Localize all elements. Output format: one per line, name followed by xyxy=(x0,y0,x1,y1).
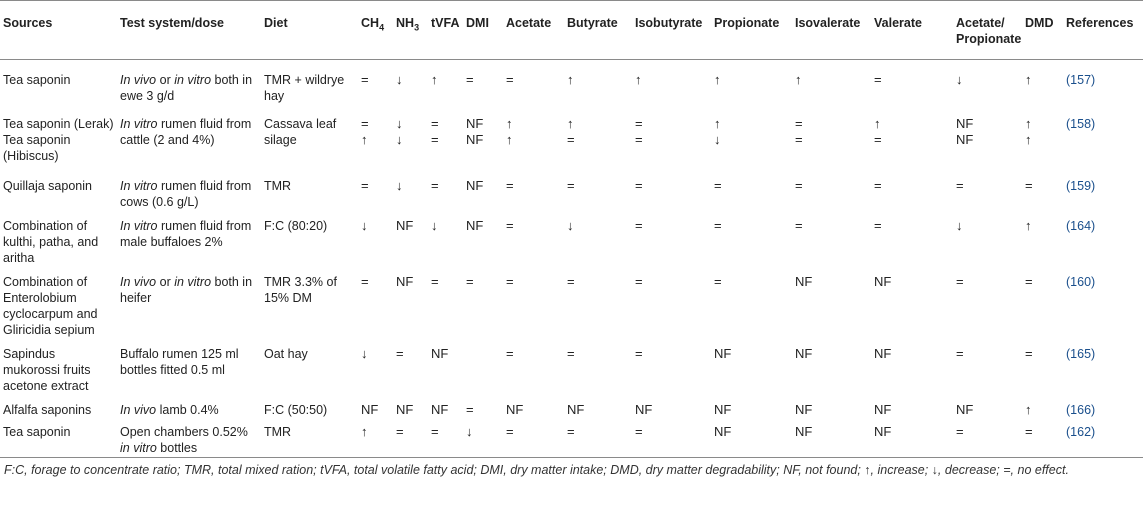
cell-dmi: = xyxy=(466,72,474,87)
header-butyrate: Butyrate xyxy=(564,1,632,60)
cell-ch4: ↑ xyxy=(361,424,368,439)
header-acetate: Acetate xyxy=(503,1,564,60)
header-propionate: Propionate xyxy=(711,1,792,60)
cell-diet: TMR 3.3% of 15% DM xyxy=(264,275,337,305)
cell-dmd: ↑ xyxy=(1025,72,1032,87)
cell-isobutyrate: = xyxy=(635,116,643,131)
cell-isovalerate: NF xyxy=(795,346,813,361)
cell-ap: ↓ xyxy=(956,218,963,233)
header-isobutyrate: Isobutyrate xyxy=(632,1,711,60)
cell-butyrate: = xyxy=(567,346,575,361)
cell-test-system: Buffalo rumen 125 ml bottles fitted 0.5 ml xyxy=(120,347,239,377)
cell-source: Tea saponin xyxy=(3,73,71,87)
cell-reference: (160) xyxy=(1066,275,1096,289)
cell-dmi: = xyxy=(466,402,474,417)
cell-source: Sapindus mukorossi fruits acetone extract xyxy=(3,347,91,393)
cell-acetate: = xyxy=(506,178,514,193)
cell-isobutyrate: = xyxy=(635,178,643,193)
cell-propionate: ↑ xyxy=(714,72,721,87)
cell-ap: = xyxy=(956,346,964,361)
cell-source: Alfalfa saponins xyxy=(3,403,92,417)
cell-butyrate: ↑ xyxy=(567,116,574,131)
table-row xyxy=(0,266,1143,338)
cell-acetate: = xyxy=(506,346,514,361)
cell-propionate: ↓ xyxy=(714,132,721,147)
cell-isovalerate: NF xyxy=(795,402,813,417)
cell-isovalerate: = xyxy=(795,178,803,193)
cell-ch4: ↓ xyxy=(361,218,368,233)
table-body xyxy=(0,60,1143,457)
cell-dmd: = xyxy=(1025,274,1033,289)
cell-test-system: In vitro rumen fluid from cattle (2 and 4%) xyxy=(120,117,252,147)
cell-reference: (158) xyxy=(1066,117,1096,131)
cell-isobutyrate: = xyxy=(635,274,643,289)
cell-nh3: ↓ xyxy=(396,116,403,131)
cell-reference: (162) xyxy=(1066,425,1096,439)
cell-acetate: = xyxy=(506,72,514,87)
cell-nh3: NF xyxy=(396,274,414,289)
cell-isobutyrate: = xyxy=(635,424,643,439)
cell-valerate: NF xyxy=(874,346,892,361)
cell-valerate: NF xyxy=(874,402,892,417)
header-nh3-sub: 3 xyxy=(414,22,420,33)
cell-acetate: = xyxy=(506,218,514,233)
cell-source: Quillaja saponin xyxy=(3,179,92,193)
cell-reference: (164) xyxy=(1066,219,1096,233)
header-dmi: DMI xyxy=(463,1,503,60)
cell-reference: (159) xyxy=(1066,179,1096,193)
cell-diet: TMR xyxy=(264,425,292,439)
cell-nh3: = xyxy=(396,346,404,361)
header-ch4-base: CH xyxy=(361,16,380,30)
header-ap-line1: Acetate/ xyxy=(956,16,1005,30)
cell-tvfa: NF xyxy=(431,346,449,361)
cell-source: Combination of kulthi, patha, and aritha xyxy=(3,219,99,265)
header-tvfa: tVFA xyxy=(428,1,463,60)
cell-acetate: ↑ xyxy=(506,132,513,147)
cell-tvfa: ↑ xyxy=(431,72,438,87)
cell-tvfa: = xyxy=(431,424,439,439)
cell-test-system: In vitro rumen fluid from male buffaloes 2% xyxy=(120,219,252,249)
cell-isovalerate: = xyxy=(795,132,803,147)
cell-source: Tea saponin (Lerak) xyxy=(3,117,114,131)
header-valerate: Valerate xyxy=(871,1,953,60)
cell-diet: TMR xyxy=(264,179,292,193)
cell-valerate: NF xyxy=(874,274,892,289)
table-row xyxy=(0,210,1143,266)
cell-source: Tea saponin xyxy=(3,425,71,439)
cell-butyrate: NF xyxy=(567,402,585,417)
cell-nh3: NF xyxy=(396,218,414,233)
cell-tvfa: NF xyxy=(431,402,449,417)
header-sources: Sources xyxy=(0,1,117,60)
cell-isovalerate: = xyxy=(795,218,803,233)
cell-ap: NF xyxy=(956,116,974,131)
cell-acetate: = xyxy=(506,274,514,289)
cell-propionate: NF xyxy=(714,424,732,439)
cell-source: Combination of Enterolobium cyclocarpum and Gliricidia sepium xyxy=(3,275,98,337)
header-row xyxy=(0,1,1143,60)
cell-diet: F:C (80:20) xyxy=(264,219,328,233)
cell-ap: NF xyxy=(956,132,974,147)
cell-isovalerate: = xyxy=(795,116,803,131)
cell-diet: TMR + wildrye hay xyxy=(264,73,345,103)
cell-dmd: ↑ xyxy=(1025,402,1032,417)
header-test-system: Test system/dose xyxy=(117,1,261,60)
cell-ap: = xyxy=(956,274,964,289)
cell-dmd: ↑ xyxy=(1025,218,1032,233)
cell-dmi: NF xyxy=(466,132,484,147)
cell-ch4: = xyxy=(361,274,369,289)
cell-butyrate: ↓ xyxy=(567,218,574,233)
cell-propionate: = xyxy=(714,218,722,233)
cell-acetate: ↑ xyxy=(506,116,513,131)
cell-ch4: = xyxy=(361,116,369,131)
cell-ch4: ↓ xyxy=(361,346,368,361)
cell-ap: ↓ xyxy=(956,72,963,87)
cell-ch4: ↑ xyxy=(361,132,368,147)
cell-nh3: NF xyxy=(396,402,414,417)
cell-tvfa: = xyxy=(431,132,439,147)
table-row xyxy=(0,338,1143,394)
cell-acetate: = xyxy=(506,424,514,439)
cell-test-system: In vitro rumen fluid from cows (0.6 g/L) xyxy=(120,179,252,209)
cell-nh3: ↓ xyxy=(396,72,403,87)
cell-dmd: ↑ xyxy=(1025,132,1032,147)
cell-reference: (157) xyxy=(1066,73,1096,87)
cell-valerate: = xyxy=(874,218,882,233)
cell-propionate: = xyxy=(714,178,722,193)
cell-diet: F:C (50:50) xyxy=(264,403,328,417)
cell-dmi: NF xyxy=(466,218,484,233)
cell-butyrate: = xyxy=(567,424,575,439)
cell-valerate: = xyxy=(874,132,882,147)
table-row xyxy=(0,418,1143,456)
table-row xyxy=(0,170,1143,210)
table-bottom-rule xyxy=(0,457,1143,458)
cell-reference: (165) xyxy=(1066,347,1096,361)
cell-ch4: = xyxy=(361,72,369,87)
cell-dmd: = xyxy=(1025,424,1033,439)
cell-test-system: In vivo or in vitro both in ewe 3 g/d xyxy=(120,73,253,103)
header-nh3-base: NH xyxy=(396,16,415,30)
cell-tvfa: = xyxy=(431,178,439,193)
cell-isobutyrate: = xyxy=(635,346,643,361)
cell-propionate: = xyxy=(714,274,722,289)
cell-dmi: = xyxy=(466,274,474,289)
cell-dmd: = xyxy=(1025,346,1033,361)
cell-dmi: NF xyxy=(466,178,484,193)
cell-valerate: = xyxy=(874,72,882,87)
cell-valerate: NF xyxy=(874,424,892,439)
cell-dmi: NF xyxy=(466,116,484,131)
cell-acetate: NF xyxy=(506,402,524,417)
cell-butyrate: = xyxy=(567,178,575,193)
header-diet: Diet xyxy=(261,1,358,60)
header-ch4-sub: 4 xyxy=(379,22,385,33)
header-dmd: DMD xyxy=(1022,1,1063,60)
cell-source: Tea saponin (Hibiscus) xyxy=(3,133,71,163)
cell-tvfa: = xyxy=(431,116,439,131)
cell-dmd: ↑ xyxy=(1025,116,1032,131)
cell-dmi xyxy=(463,338,503,394)
cell-test-system: In vivo lamb 0.4% xyxy=(120,403,219,417)
cell-valerate: = xyxy=(874,178,882,193)
table-footnote: F:C, forage to concentrate ratio; TMR, total mixed ration; tVFA, total volatile fatty acid; DMI, dry matter intake; DMD, dry matter degradability; NF, not found; ↑, increase; ↓, decrease; =, no effect. xyxy=(4,463,1069,477)
table-row xyxy=(0,60,1143,105)
cell-isobutyrate: = xyxy=(635,218,643,233)
cell-butyrate: ↑ xyxy=(567,72,574,87)
cell-isovalerate: ↑ xyxy=(795,72,802,87)
cell-ap: NF xyxy=(956,402,974,417)
table-row xyxy=(0,104,1143,132)
cell-butyrate: = xyxy=(567,132,575,147)
cell-valerate: ↑ xyxy=(874,116,881,131)
cell-propionate: NF xyxy=(714,402,732,417)
cell-tvfa: = xyxy=(431,274,439,289)
cell-ap: = xyxy=(956,178,964,193)
header-isovalerate: Isovalerate xyxy=(792,1,871,60)
table-row xyxy=(0,394,1143,418)
cell-ch4: NF xyxy=(361,402,379,417)
cell-isovalerate: NF xyxy=(795,424,813,439)
cell-nh3: = xyxy=(396,424,404,439)
header-nh3 xyxy=(393,1,428,60)
header-references: References xyxy=(1063,1,1143,60)
cell-reference xyxy=(1063,132,1143,170)
cell-isobutyrate: NF xyxy=(635,402,653,417)
cell-isobutyrate: = xyxy=(635,132,643,147)
cell-nh3: ↓ xyxy=(396,132,403,147)
cell-isobutyrate: ↑ xyxy=(635,72,642,87)
cell-butyrate: = xyxy=(567,274,575,289)
cell-test-system: Open chambers 0.52% in vitro bottles xyxy=(120,425,248,455)
cell-dmd: = xyxy=(1025,178,1033,193)
cell-dmi: ↓ xyxy=(466,424,473,439)
cell-ap: = xyxy=(956,424,964,439)
cell-diet: Cassava leaf silage xyxy=(264,117,337,147)
cell-propionate: NF xyxy=(714,346,732,361)
cell-propionate: ↑ xyxy=(714,116,721,131)
header-acetate-propionate xyxy=(953,1,1022,60)
cell-nh3: ↓ xyxy=(396,178,403,193)
cell-diet: Oat hay xyxy=(264,347,308,361)
cell-test-system: In vivo or in vitro both in heifer xyxy=(120,275,253,305)
header-ch4 xyxy=(358,1,393,60)
cell-reference: (166) xyxy=(1066,403,1096,417)
cell-isovalerate: NF xyxy=(795,274,813,289)
cell-ch4: = xyxy=(361,178,369,193)
header-ap-line2: Propionate xyxy=(956,32,1022,46)
table-header xyxy=(0,1,1143,60)
cell-tvfa: ↓ xyxy=(431,218,438,233)
